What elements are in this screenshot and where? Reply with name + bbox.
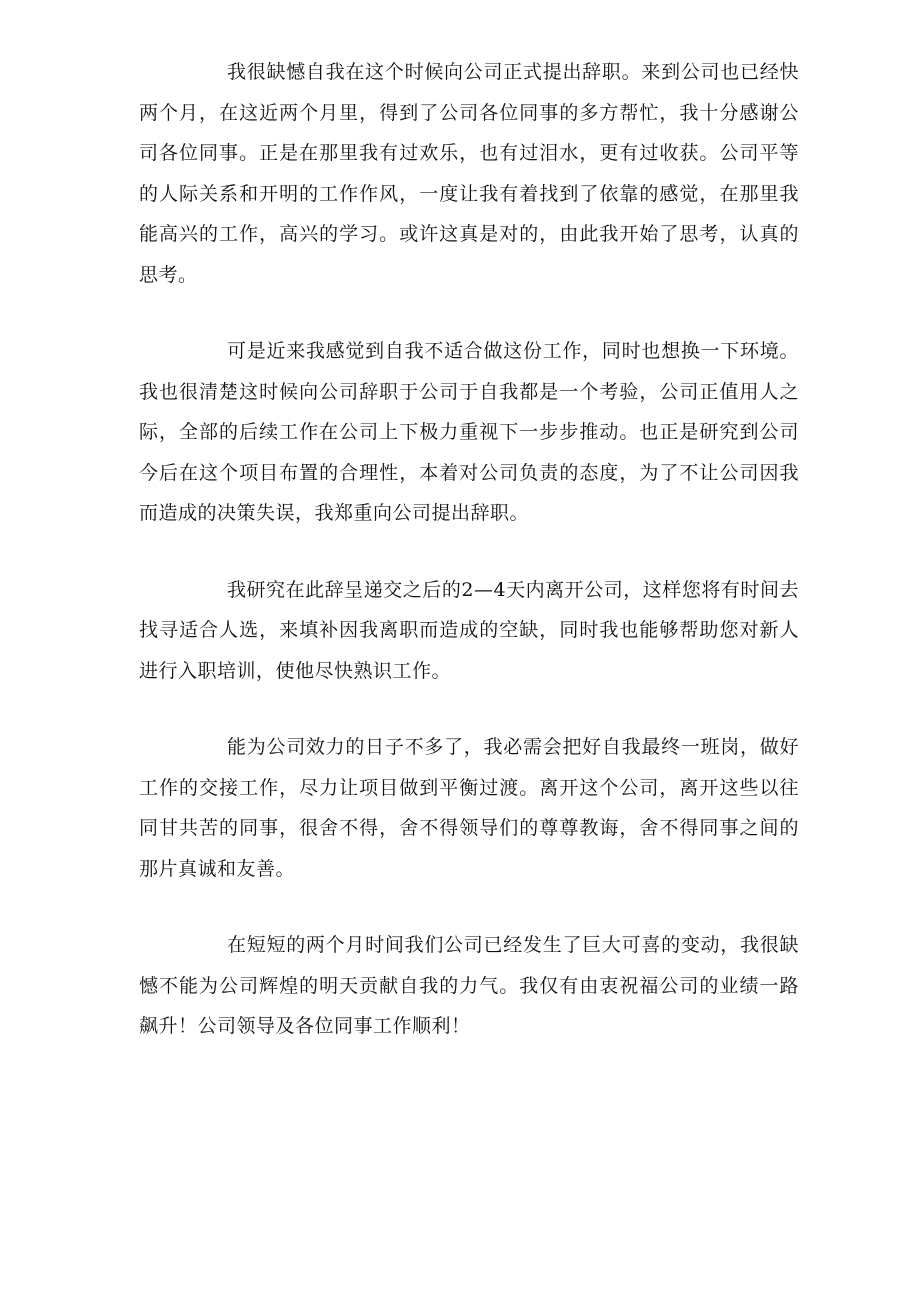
paragraph-2: 可是近来我感觉到自我不适合做这份工作，同时也想换一下环境。我也很清楚这时候向公司辞职于公司于自我都是一个考验，公司正值用人之际，全部的后续工作在公司上下极力重视下一步步推动。也正是研究到公司今后在这个项目布置的合理性，本着对公司负责的态度，为了不让公司因我而造成的决策失误，我郑重向公司提出辞职。 [139,340,799,524]
document-body [139,52,799,1047]
paragraph-5: 在短短的两个月时间我们公司已经发生了巨大可喜的变动，我很缺憾不能为公司辉煌的明天贡献自我的力气。我仅有由衷祝福公司的业绩一路飙升！公司领导及各位同事工作顺利！ [139,934,799,1037]
paragraph-1: 我很缺憾自我在这个时候向公司正式提出辞职。来到公司也已经快两个月，在这近两个月里，得到了公司各位同事的多方帮忙，我十分感谢公司各位同事。正是在那里我有过欢乐，也有过泪水，更有过收获。公司平等的人际关系和开明的工作作风，一度让我有着找到了依靠的感觉，在那里我能高兴的工作，高兴的学习。或许这真是对的，由此我开始了思考，认真的思考。 [139,61,799,286]
paragraph-4: 能为公司效力的日子不多了，我必需会把好自我最终一班岗，做好工作的交接工作，尽力让项目做到平衡过渡。离开这个公司，离开这些以往同甘共苦的同事，很舍不得，舍不得领导们的尊尊教诲，舍不得同事之间的那片真诚和友善。 [139,736,799,880]
paragraph-3: 我研究在此辞呈递交之后的2—4天内离开公司，这样您将有时间去找寻适合人选，来填补因我离职而造成的空缺，同时我也能够帮助您对新人进行入职培训，使他尽快熟识工作。 [139,578,799,682]
